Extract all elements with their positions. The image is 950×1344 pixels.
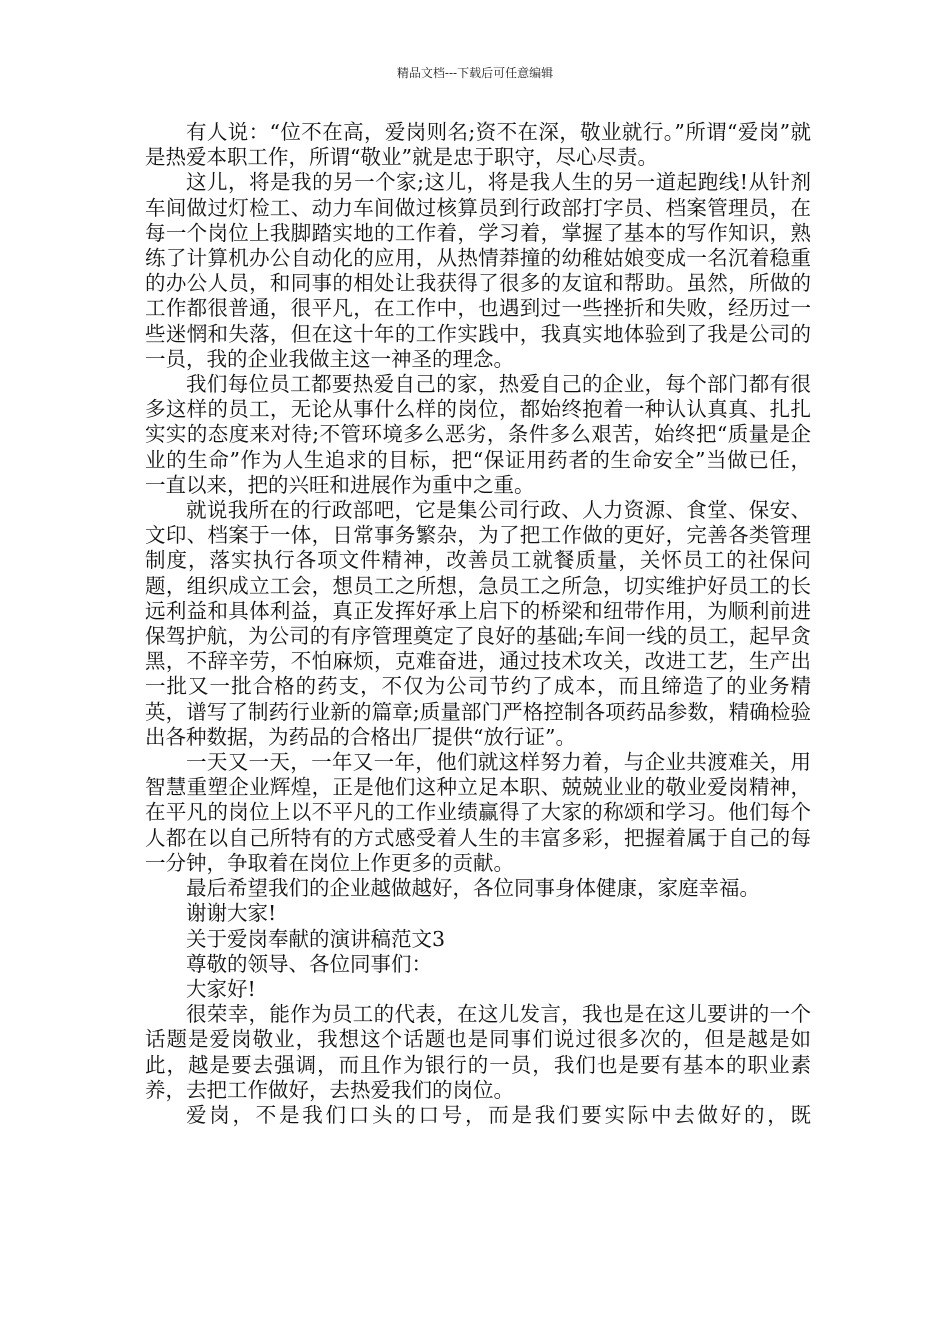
paragraph: 有人说：“位不在高，爱岗则名;资不在深，敬业就行。”所谓“爱岗”就是热爱本职工作，所谓“敬业”就是忠于职守，尽心尽责。 xyxy=(145,120,811,170)
document-body xyxy=(145,120,811,1128)
paragraph: 爱岗，不是我们口头的口号，而是我们要实际中去做好的，既 xyxy=(186,1102,811,1127)
page-header: 精品文档---下载后可任意编辑 xyxy=(396,66,554,80)
paragraph: 这儿，将是我的另一个家;这儿，将是我人生的另一道起跑线!从针剂车间做过灯检工、动力车间做过核算员到行政部打字员、档案管理员，在每一个岗位上我脚踏实地的工作着，学习着，掌握了基本的写作知识，熟练了计算机办公自动化的应用，从热情莽撞的幼稚姑娘变成一名沉着稳重的办公人员，和同事的相处让我获得了很多的友谊和帮助。虽然，所做的工作都很普通，很平凡，在工作中，也遇到过一些挫折和失败，经历过一些迷惘和失落，但在这十年的工作实践中，我真实地体验到了我是公司的一员，我的企业我做主这一神圣的理念。 xyxy=(145,170,811,371)
paragraph: 很荣幸，能作为员工的代表，在这儿发言，我也是在这儿要讲的一个话题是爱岗敬业，我想这个话题也是同事们说过很多次的，但是越是如此，越是要去强调，而且作为银行的一员，我们也是要有基本的职业素养，去把工作做好，去热爱我们的岗位。 xyxy=(145,1002,811,1102)
paragraph: 就说我所在的行政部吧，它是集公司行政、人力资源、食堂、保安、文印、档案于一体，日常事务繁杂，为了把工作做的更好，完善各类管理制度，落实执行各项文件精神，改善员工就餐质量，关怀员工的社保问题，组织成立工会，想员工之所想，急员工之所急，切实维护好员工的长远利益和具体利益，真正发挥好承上启下的桥梁和纽带作用，为顺利前进保驾护航，为公司的有序管理奠定了良好的基础;车间一线的员工，起早贪黑，不辞辛劳，不怕麻烦，克难奋进，通过技术攻关，改进工艺，生产出一批又一批合格的药支，不仅为公司节约了成本，而且缔造了的业务精英，谱写了制药行业新的篇章;质量部门严格控制各项药品参数，精确检验出各种数据，为药品的合格出厂提供“放行证”。 xyxy=(145,498,811,749)
section-title: 关于爱岗奉献的演讲稿范文3 xyxy=(186,926,446,951)
paragraph: 我们每位员工都要热爱自己的家，热爱自己的企业，每个部门都有很多这样的员工，无论从事什么样的岗位，都始终抱着一种认认真真、扎扎实实的态度来对待;不管环境多么恶劣，条件多么艰苦，始终把“质量是企业的生命”作为人生追求的目标，把“保证用药者的生命安全”当做已任，一直以来，把的兴旺和进展作为重中之重。 xyxy=(145,372,811,497)
paragraph: 一天又一天，一年又一年，他们就这样努力着，与企业共渡难关，用智慧重塑企业辉煌，正是他们这种立足本职、兢兢业业的敬业爱岗精神，在平凡的岗位上以不平凡的工作业绩赢得了大家的称颂和学习。他们每个人都在以自己所特有的方式感受着人生的丰富多彩，把握着属于自己的每一分钟，争取着在岗位上作更多的贡献。 xyxy=(145,750,811,875)
salutation: 尊敬的领导、各位同事们： xyxy=(186,951,432,976)
paragraph: 最后希望我们的企业越做越好，各位同事身体健康，家庭幸福。 xyxy=(186,876,760,901)
paragraph: 谢谢大家! xyxy=(186,901,277,926)
greeting: 大家好! xyxy=(186,976,256,1001)
